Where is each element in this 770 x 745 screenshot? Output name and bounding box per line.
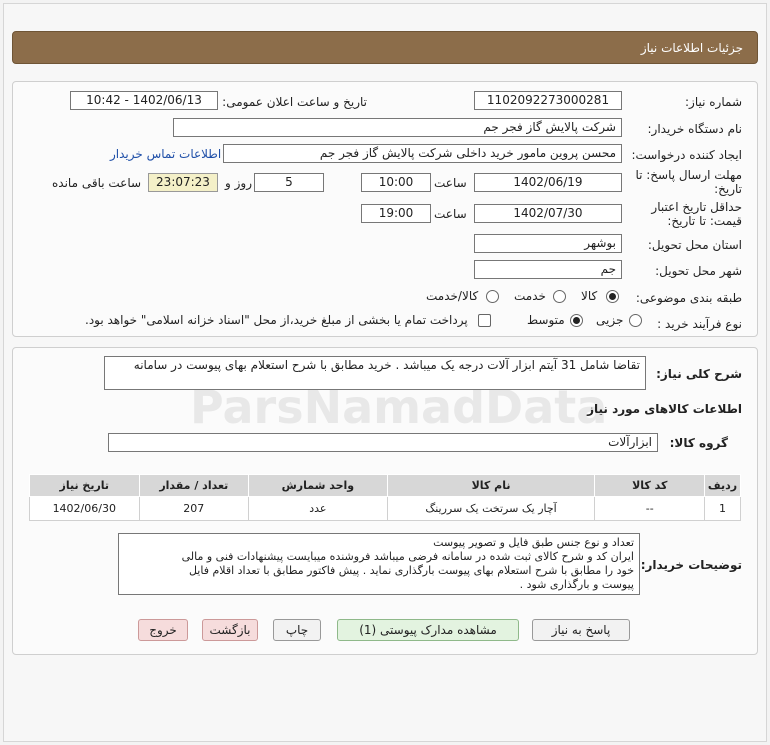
need-number-label: شماره نیاز: — [685, 95, 742, 109]
col-code: کد کالا — [595, 475, 705, 497]
category-radio-service[interactable] — [553, 290, 566, 303]
process-radio-minor[interactable] — [629, 314, 642, 327]
province-field[interactable]: بوشهر — [474, 234, 622, 253]
treasury-payment-checkbox[interactable] — [478, 314, 491, 327]
reply-button[interactable]: پاسخ به نیاز — [532, 619, 630, 641]
category-label: طبقه بندی موضوعی: — [635, 291, 742, 305]
deadline-time-label: ساعت — [434, 176, 467, 190]
validity-label-2: قیمت: تا تاریخ: — [667, 214, 742, 228]
process-label: نوع فرآیند خرید : — [657, 317, 742, 331]
city-field[interactable]: جم — [474, 260, 622, 279]
creator-field[interactable]: محسن پروین مامور خرید داخلی شرکت پالایش گاز فجر جم — [223, 144, 622, 163]
category-option-service: خدمت — [514, 289, 546, 303]
view-attachments-button[interactable]: مشاهده مدارک پیوستی (1) — [337, 619, 519, 641]
col-quantity: تعداد / مقدار — [139, 475, 249, 497]
announce-datetime-field[interactable]: 1402/06/13 - 10:42 — [70, 91, 218, 110]
cell-code: -- — [595, 497, 705, 521]
table-row[interactable] — [30, 497, 741, 521]
buyer-notes-label: توضیحات خریدار: — [640, 558, 742, 572]
category-radio-goods[interactable] — [606, 290, 619, 303]
remaining-label: ساعت باقی مانده — [52, 176, 142, 190]
validity-time-field[interactable]: 19:00 — [361, 204, 431, 223]
cell-row: 1 — [705, 497, 741, 521]
deadline-time-field[interactable]: 10:00 — [361, 173, 431, 192]
items-section-title: اطلاعات کالاهای مورد نیاز — [587, 402, 742, 416]
process-radio-medium[interactable] — [570, 314, 583, 327]
summary-field[interactable]: تقاضا شامل 31 آیتم ابزار آلات درجه یک میباشد . خرید مطابق با شرح استعلام بهای پیوست در سامانه — [104, 356, 646, 390]
goods-group-label: گروه کالا: — [669, 436, 728, 450]
validity-label: حداقل تاریخ اعتبار — [651, 200, 742, 214]
col-name: نام کالا — [387, 475, 595, 497]
remaining-time-field: 23:07:23 — [148, 173, 218, 192]
days-field[interactable]: 5 — [254, 173, 324, 192]
buyer-notes-line: خود را مطابق با شرح استعلام بهای پیوست بارگذاری نماید . پیش فاکتور مطابق با تعداد اقلام فایل — [188, 564, 634, 577]
buyer-notes-line: تعداد و نوع جنس طبق فایل و تصویر پیوست — [433, 536, 634, 549]
cell-name: آچار یک سرتخت یک سررینگ — [387, 497, 595, 521]
back-button[interactable]: بازگشت — [202, 619, 258, 641]
category-option-goods: کالا — [581, 289, 598, 303]
validity-time-label: ساعت — [434, 207, 467, 221]
goods-group-field[interactable]: ابزارآلات — [108, 433, 658, 452]
deadline-date-field[interactable]: 1402/06/19 — [474, 173, 622, 192]
col-unit: واحد شمارش — [249, 475, 388, 497]
exit-button[interactable]: خروج — [138, 619, 188, 641]
province-label: استان محل تحویل: — [647, 238, 742, 252]
process-option-medium: متوسط — [527, 313, 565, 327]
contact-buyer-link[interactable]: اطلاعات تماس خریدار — [110, 147, 222, 161]
items-table-header — [30, 475, 741, 497]
days-label: روز و — [225, 176, 252, 190]
col-row: ردیف — [705, 475, 741, 497]
page-header — [12, 31, 758, 64]
cell-unit: عدد — [249, 497, 388, 521]
print-button[interactable]: چاپ — [273, 619, 321, 641]
buyer-label: نام دستگاه خریدار: — [647, 122, 742, 136]
process-option-minor: جزیی — [596, 313, 624, 327]
category-radio-goods-service[interactable] — [486, 290, 499, 303]
buyer-field[interactable]: شرکت پالایش گاز فجر جم — [173, 118, 622, 137]
deadline-label-2: تاریخ: — [714, 182, 742, 196]
validity-date-field[interactable]: 1402/07/30 — [474, 204, 622, 223]
col-need-date: تاریخ نیاز — [30, 475, 140, 497]
deadline-label: مهلت ارسال پاسخ: تا — [635, 168, 742, 182]
need-number-field[interactable]: 1102092273000281 — [474, 91, 622, 110]
treasury-payment-note: پرداخت تمام یا بخشی از مبلغ خرید،از محل "اسناد خزانه اسلامی" خواهد بود. — [85, 313, 468, 327]
announce-label: تاریخ و ساعت اعلان عمومی: — [222, 95, 367, 109]
cell-need-date: 1402/06/30 — [30, 497, 140, 521]
buyer-notes-line: ایران کد و شرح کالای ثبت شده در سامانه فرضی میباشد فروشنده میبایست پیشنهادات فنی و مالی — [181, 550, 634, 563]
city-label: شهر محل تحویل: — [655, 264, 742, 278]
cell-quantity: 207 — [139, 497, 249, 521]
summary-label: شرح کلی نیاز: — [656, 367, 742, 381]
creator-label: ایجاد کننده درخواست: — [631, 148, 742, 162]
buyer-notes-field[interactable] — [118, 533, 640, 595]
category-option-goods-service: کالا/خدمت — [426, 289, 479, 303]
page-title: جزئیات اطلاعات نیاز — [640, 41, 743, 55]
buyer-notes-line: پیوست و بارگذاری شود . — [519, 578, 634, 591]
items-table — [29, 474, 741, 521]
